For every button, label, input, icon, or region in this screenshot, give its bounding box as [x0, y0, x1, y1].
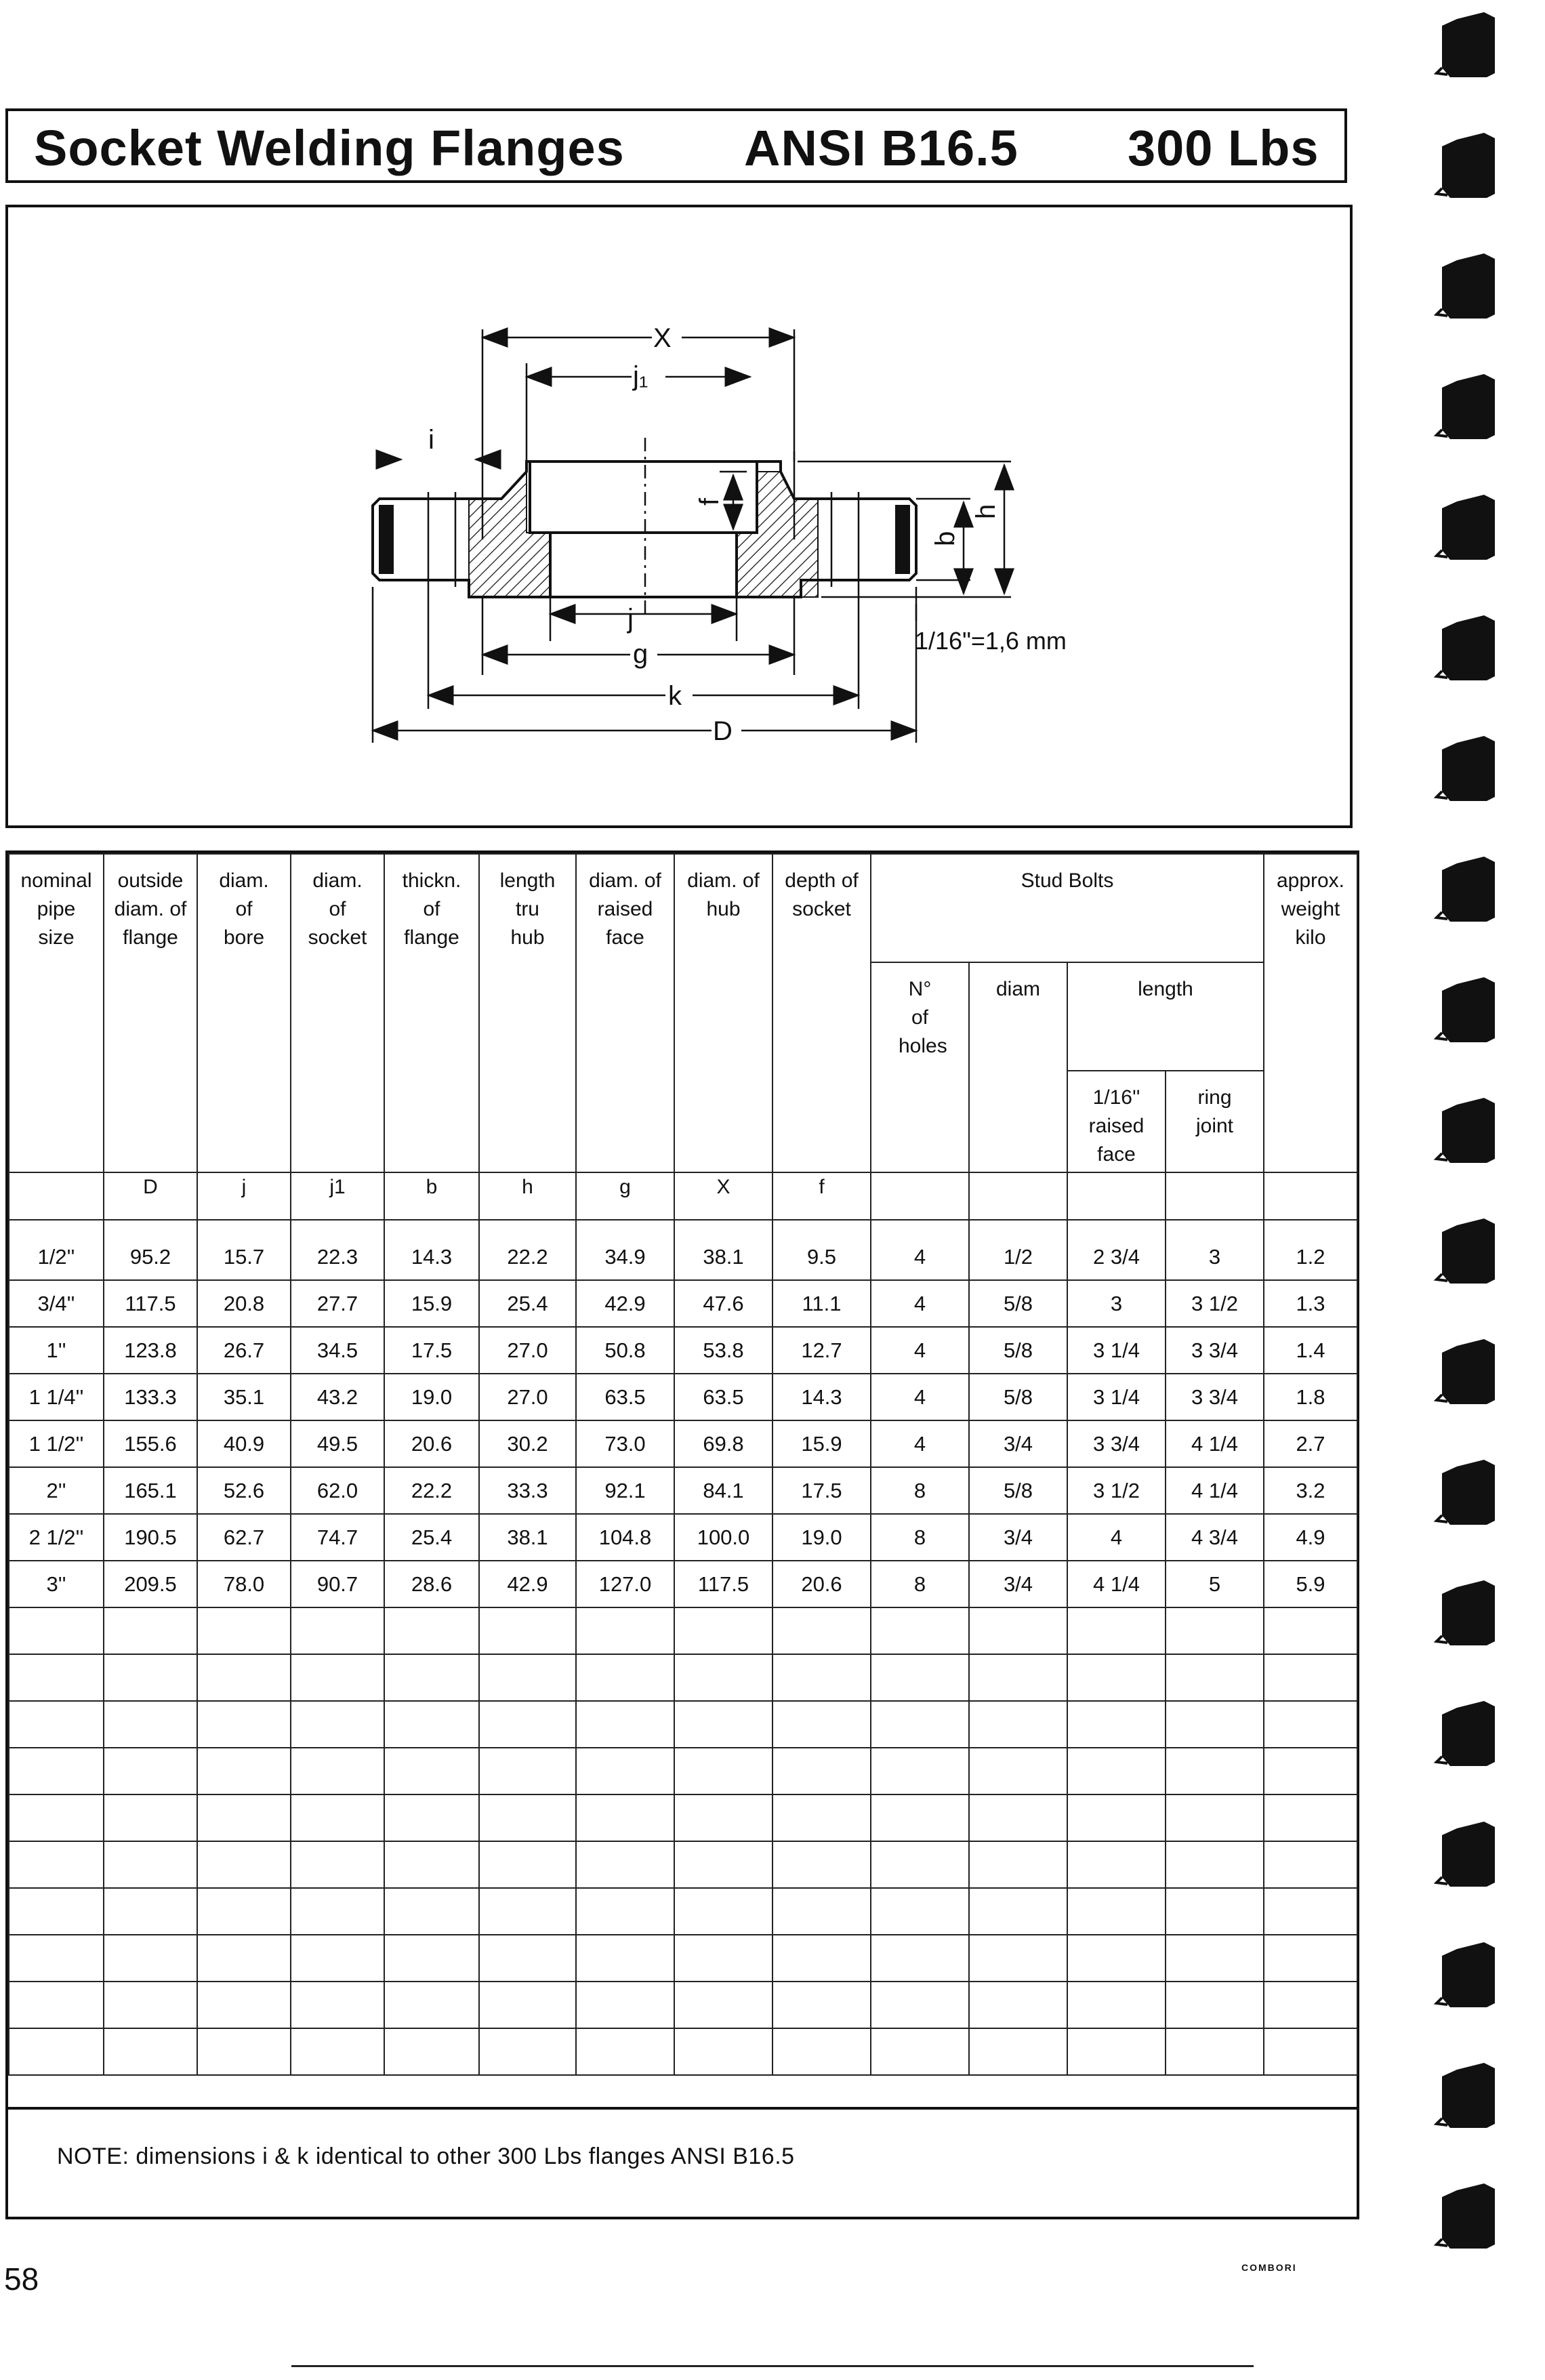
- table-cell: 25.4: [479, 1280, 576, 1327]
- sym-h: h: [479, 1172, 576, 1220]
- table-cell: 3 3/4: [1067, 1420, 1166, 1467]
- table-row: [9, 1561, 1357, 1607]
- table-cell: 117.5: [104, 1280, 197, 1327]
- binder-ring-icon: [1437, 1701, 1495, 1766]
- table-cell: 15.7: [197, 1220, 291, 1280]
- table-cell: 2'': [9, 1467, 104, 1514]
- table-cell: 50.8: [576, 1327, 674, 1374]
- sym-f: f: [773, 1172, 871, 1220]
- table-cell: 155.6: [104, 1420, 197, 1467]
- empty-row: [9, 1701, 1357, 1748]
- table-cell: 4: [871, 1327, 969, 1374]
- table-cell: 5: [1166, 1561, 1264, 1607]
- table-row: [9, 1467, 1357, 1514]
- table-cell: 27.7: [291, 1280, 384, 1327]
- binder-ring-icon: [1437, 2063, 1495, 2128]
- table-cell: 20.6: [773, 1561, 871, 1607]
- table-cell: 62.0: [291, 1467, 384, 1514]
- table-row: [9, 1420, 1357, 1467]
- table-row: [9, 1514, 1357, 1561]
- table-cell: 28.6: [384, 1561, 479, 1607]
- table-cell: 47.6: [674, 1280, 773, 1327]
- binder-ring-icon: [1437, 1580, 1495, 1645]
- flange-diagram: [5, 205, 1353, 828]
- col-raised-face: diam. of raised face: [576, 854, 674, 1172]
- note-box: [5, 2103, 1359, 2219]
- empty-row: [9, 1982, 1357, 2028]
- empty-row: [9, 1607, 1357, 1654]
- table-cell: 1.8: [1264, 1374, 1357, 1420]
- table-cell: 9.5: [773, 1220, 871, 1280]
- table-cell: 1 1/2'': [9, 1420, 104, 1467]
- table-cell: 35.1: [197, 1374, 291, 1420]
- binder-ring-icon: [1437, 1098, 1495, 1163]
- binder-ring-icon: [1437, 374, 1495, 439]
- sym-X: X: [674, 1172, 773, 1220]
- title-standard: ANSI B16.5: [744, 120, 1018, 176]
- table-cell: 3 1/2: [1166, 1280, 1264, 1327]
- table-cell: 52.6: [197, 1467, 291, 1514]
- table-cell: 117.5: [674, 1561, 773, 1607]
- table-cell: 8: [871, 1514, 969, 1561]
- col-ring: ring joint: [1166, 1071, 1264, 1172]
- binder-ring-icon: [1437, 736, 1495, 801]
- sym-j1: j1: [291, 1172, 384, 1220]
- table-cell: 133.3: [104, 1374, 197, 1420]
- col-length: length: [1067, 962, 1264, 1071]
- table-cell: 209.5: [104, 1561, 197, 1607]
- table-cell: 63.5: [674, 1374, 773, 1420]
- table-cell: 43.2: [291, 1374, 384, 1420]
- table-cell: 69.8: [674, 1420, 773, 1467]
- table-cell: 8: [871, 1561, 969, 1607]
- col-raised: 1/16'' raised face: [1067, 1071, 1166, 1172]
- sym-g: g: [576, 1172, 674, 1220]
- table-cell: 12.7: [773, 1327, 871, 1374]
- table-cell: 42.9: [479, 1561, 576, 1607]
- binder-ring-icon: [1437, 133, 1495, 198]
- col-bore: diam. of bore: [197, 854, 291, 1172]
- table-cell: 3: [1166, 1220, 1264, 1280]
- table-cell: 22.2: [479, 1220, 576, 1280]
- col-nominal: nominal pipe size: [9, 854, 104, 1172]
- col-weight: approx. weight kilo: [1264, 854, 1357, 1172]
- col-holes: N° of holes: [871, 962, 969, 1172]
- table-cell: 190.5: [104, 1514, 197, 1561]
- table-cell: 3/4: [969, 1561, 1067, 1607]
- table-cell: 40.9: [197, 1420, 291, 1467]
- table-cell: 84.1: [674, 1467, 773, 1514]
- table-cell: 4: [871, 1420, 969, 1467]
- table-cell: 100.0: [674, 1514, 773, 1561]
- table-cell: 3 1/2: [1067, 1467, 1166, 1514]
- table-cell: 90.7: [291, 1561, 384, 1607]
- empty-row: [9, 1748, 1357, 1794]
- table-cell: 63.5: [576, 1374, 674, 1420]
- sym-b: b: [384, 1172, 479, 1220]
- table-cell: 3 1/4: [1067, 1374, 1166, 1420]
- page-number: 58: [4, 2261, 39, 2297]
- binder-rings: [1430, 0, 1545, 2380]
- table-cell: 1 1/4'': [9, 1374, 104, 1420]
- table-row: [9, 1374, 1357, 1420]
- table-cell: 3 3/4: [1166, 1374, 1264, 1420]
- table-row: [9, 1280, 1357, 1327]
- table-cell: 78.0: [197, 1561, 291, 1607]
- table-cell: 4 1/4: [1067, 1561, 1166, 1607]
- table-cell: 19.0: [773, 1514, 871, 1561]
- table-body: [9, 1220, 1357, 2075]
- binder-ring-icon: [1437, 615, 1495, 680]
- table-cell: 2.7: [1264, 1420, 1357, 1467]
- table-cell: 42.9: [576, 1280, 674, 1327]
- binder-ring-icon: [1437, 2183, 1495, 2249]
- table-cell: 4 1/4: [1166, 1467, 1264, 1514]
- table-cell: 3 1/4: [1067, 1327, 1166, 1374]
- empty-row: [9, 1888, 1357, 1935]
- table-cell: 4 1/4: [1166, 1420, 1264, 1467]
- binder-ring-icon: [1437, 1460, 1495, 1525]
- binder-ring-icon: [1437, 1218, 1495, 1284]
- table-cell: 14.3: [773, 1374, 871, 1420]
- table-cell: 73.0: [576, 1420, 674, 1467]
- label-j1: j₁: [633, 361, 648, 391]
- table-cell: 15.9: [384, 1280, 479, 1327]
- table-cell: 3 3/4: [1166, 1327, 1264, 1374]
- col-length-hub: length tru hub: [479, 854, 576, 1172]
- table-cell: 5/8: [969, 1327, 1067, 1374]
- label-X: X: [653, 323, 672, 353]
- title-rating: 300 Lbs: [1128, 120, 1319, 176]
- label-h: h: [971, 504, 1001, 519]
- table-cell: 17.5: [773, 1467, 871, 1514]
- table-row: [9, 1220, 1357, 1280]
- table-cell: 26.7: [197, 1327, 291, 1374]
- table-cell: 27.0: [479, 1327, 576, 1374]
- label-j: j: [627, 604, 634, 634]
- binder-ring-icon: [1437, 495, 1495, 560]
- table-cell: 74.7: [291, 1514, 384, 1561]
- publisher-logo: COMBORI: [1241, 2262, 1297, 2273]
- dimension-table-frame: [5, 850, 1359, 2110]
- table-cell: 92.1: [576, 1467, 674, 1514]
- table-cell: 4 3/4: [1166, 1514, 1264, 1561]
- sym-D: D: [104, 1172, 197, 1220]
- table-cell: 3/4: [969, 1420, 1067, 1467]
- table-cell: 30.2: [479, 1420, 576, 1467]
- table-cell: 38.1: [674, 1220, 773, 1280]
- table-cell: 3/4'': [9, 1280, 104, 1327]
- empty-row: [9, 1654, 1357, 1701]
- col-diam: diam: [969, 962, 1067, 1172]
- table-cell: 5/8: [969, 1374, 1067, 1420]
- table-cell: 14.3: [384, 1220, 479, 1280]
- table-cell: 34.9: [576, 1220, 674, 1280]
- table-cell: 3/4: [969, 1514, 1067, 1561]
- table-cell: 3: [1067, 1280, 1166, 1327]
- empty-row: [9, 1841, 1357, 1888]
- label-g: g: [633, 639, 648, 669]
- label-k: k: [668, 681, 682, 711]
- table-cell: 38.1: [479, 1514, 576, 1561]
- col-thickness: thickn. of flange: [384, 854, 479, 1172]
- table-cell: 5/8: [969, 1280, 1067, 1327]
- label-b: b: [930, 531, 960, 546]
- table-cell: 11.1: [773, 1280, 871, 1327]
- table-cell: 4.9: [1264, 1514, 1357, 1561]
- table-cell: 33.3: [479, 1467, 576, 1514]
- table-cell: 62.7: [197, 1514, 291, 1561]
- binder-ring-icon: [1437, 1822, 1495, 1887]
- table-cell: 22.2: [384, 1467, 479, 1514]
- table-cell: 1'': [9, 1327, 104, 1374]
- col-socket: diam. of socket: [291, 854, 384, 1172]
- empty-row: [9, 2028, 1357, 2075]
- table-cell: 2 1/2'': [9, 1514, 104, 1561]
- sym-j: j: [197, 1172, 291, 1220]
- table-cell: 1.4: [1264, 1327, 1357, 1374]
- col-depth: depth of socket: [773, 854, 871, 1172]
- col-hub: diam. of hub: [674, 854, 773, 1172]
- table-cell: 104.8: [576, 1514, 674, 1561]
- title-main: Socket Welding Flanges: [34, 120, 625, 176]
- label-D: D: [713, 716, 733, 746]
- table-cell: 1.2: [1264, 1220, 1357, 1280]
- table-cell: 25.4: [384, 1514, 479, 1561]
- binder-ring-icon: [1437, 1942, 1495, 2007]
- binder-ring-icon: [1437, 1339, 1495, 1404]
- table-cell: 4: [1067, 1514, 1166, 1561]
- col-outside: outside diam. of flange: [104, 854, 197, 1172]
- table-cell: 19.0: [384, 1374, 479, 1420]
- table-cell: 4: [871, 1220, 969, 1280]
- table-cell: 5/8: [969, 1467, 1067, 1514]
- table-cell: 4: [871, 1280, 969, 1327]
- table-cell: 1/2: [969, 1220, 1067, 1280]
- title-bar: [5, 108, 1347, 183]
- table-cell: 127.0: [576, 1561, 674, 1607]
- table-cell: 4: [871, 1374, 969, 1420]
- table-cell: 22.3: [291, 1220, 384, 1280]
- dimension-table: [8, 853, 1358, 2076]
- col-stud-bolts: Stud Bolts: [871, 854, 1264, 962]
- table-cell: 8: [871, 1467, 969, 1514]
- table-cell: 34.5: [291, 1327, 384, 1374]
- table-cell: 53.8: [674, 1327, 773, 1374]
- table-cell: 5.9: [1264, 1561, 1357, 1607]
- bottom-rule: [291, 2365, 1254, 2367]
- table-cell: 1/2'': [9, 1220, 104, 1280]
- table-cell: 1.3: [1264, 1280, 1357, 1327]
- table-cell: 3'': [9, 1561, 104, 1607]
- binder-ring-icon: [1437, 857, 1495, 922]
- note-text: NOTE: dimensions i & k identical to other 300 Lbs flanges ANSI B16.5: [57, 2143, 795, 2169]
- table-cell: 17.5: [384, 1327, 479, 1374]
- table-cell: 3.2: [1264, 1467, 1357, 1514]
- binder-ring-icon: [1437, 253, 1495, 319]
- table-cell: 2 3/4: [1067, 1220, 1166, 1280]
- empty-row: [9, 1794, 1357, 1841]
- label-i: i: [428, 425, 434, 455]
- binder-ring-icon: [1437, 977, 1495, 1042]
- table-cell: 123.8: [104, 1327, 197, 1374]
- table-cell: 20.6: [384, 1420, 479, 1467]
- binder-ring-icon: [1437, 12, 1495, 77]
- label-f: f: [695, 497, 724, 506]
- table-cell: 27.0: [479, 1374, 576, 1420]
- table-cell: 95.2: [104, 1220, 197, 1280]
- table-cell: 15.9: [773, 1420, 871, 1467]
- table-cell: 165.1: [104, 1467, 197, 1514]
- table-row: [9, 1327, 1357, 1374]
- table-cell: 49.5: [291, 1420, 384, 1467]
- label-raised-face: 1/16"=1,6 mm: [915, 627, 1067, 655]
- empty-row: [9, 1935, 1357, 1982]
- table-cell: 20.8: [197, 1280, 291, 1327]
- flange-cross-section: [8, 207, 1350, 825]
